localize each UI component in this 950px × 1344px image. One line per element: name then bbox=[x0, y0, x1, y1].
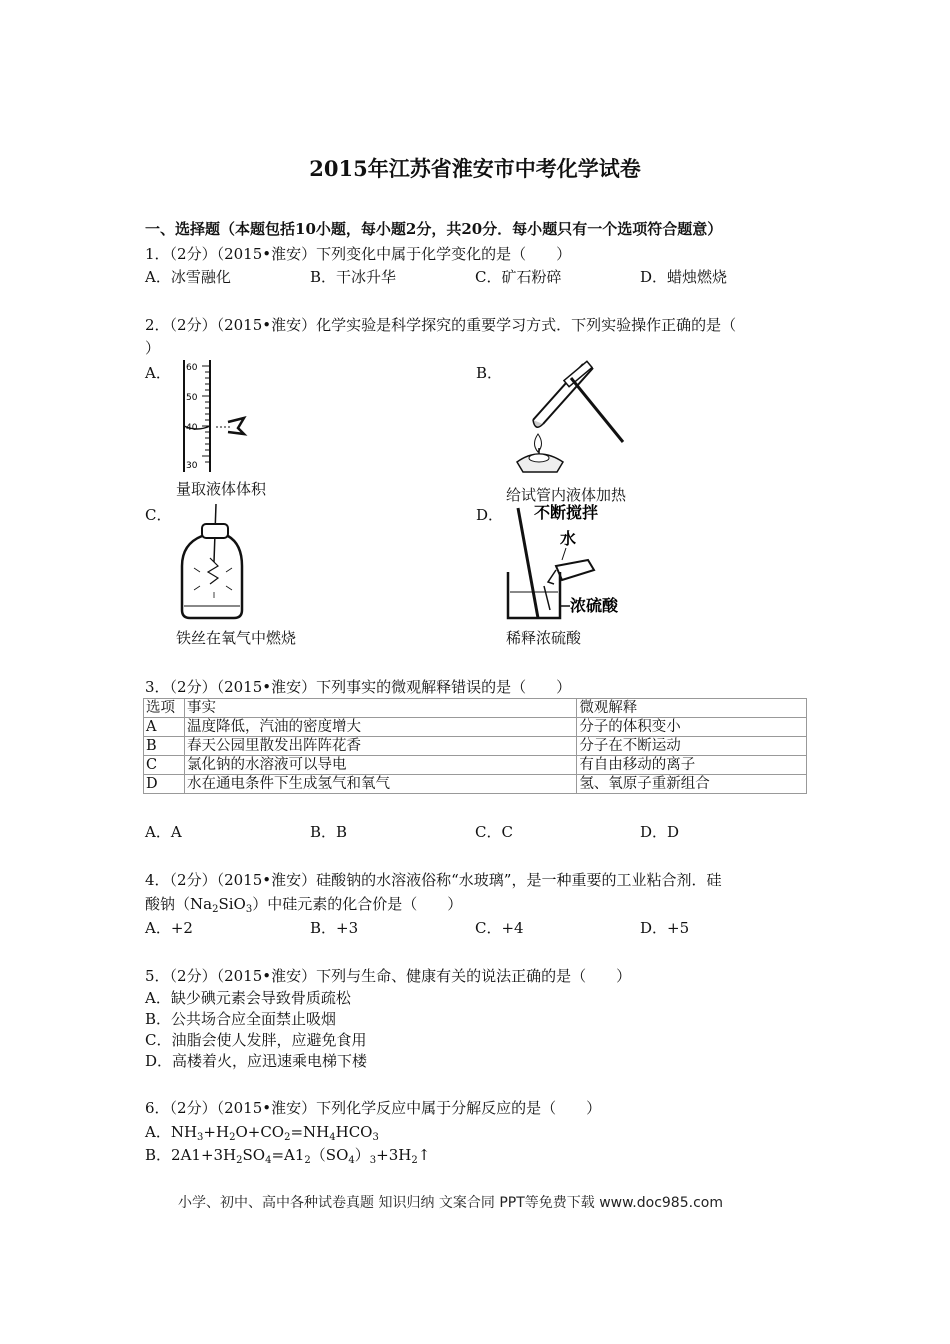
q4-option-a: A．+2 bbox=[145, 919, 193, 937]
q2-caption-c: 铁丝在氧气中燃烧 bbox=[176, 629, 297, 647]
q3-option-c: C．C bbox=[475, 823, 513, 841]
q6-stem: 6．（2分）（2015•淮安）下列化学反应中属于分解反应的是（ ） bbox=[145, 1099, 602, 1117]
q4-stem-line2: 酸钠$(Na_2SiO_3)$中硅元素的化合价是（ ） bbox=[145, 895, 463, 915]
q6-option-b: B．$2A1+3H_2SO_4=A1_2(SO_4)_3+3H_2↑$ bbox=[145, 1146, 431, 1166]
tick-label-40: 40 bbox=[186, 423, 198, 433]
table-cell: A bbox=[144, 718, 185, 737]
q2-caption-d: 稀释浓硫酸 bbox=[506, 629, 582, 647]
q3-option-d: D．D bbox=[640, 823, 680, 841]
acid-label: 浓硫酸 bbox=[570, 596, 619, 615]
table-cell: B bbox=[144, 737, 185, 756]
page-title: 2015年江苏省淮安市中考化学试卷 bbox=[309, 156, 641, 181]
iron-wire-burning-figure bbox=[170, 502, 260, 626]
q5-option-d: D．高楼着火，应迅速乘电梯下楼 bbox=[145, 1052, 368, 1070]
table-cell: 分子的体积变小 bbox=[577, 718, 807, 737]
table-row bbox=[144, 775, 807, 794]
table-cell: 温度降低，汽油的密度增大 bbox=[184, 718, 576, 737]
q2-label-b: B． bbox=[476, 364, 503, 382]
q6-option-a: A．$NH_3+H_2O+CO_2=NH_4HCO_3$ bbox=[145, 1123, 379, 1143]
tick-label-50: 50 bbox=[186, 393, 198, 403]
table-cell: 分子在不断运动 bbox=[577, 737, 807, 756]
table-cell: C bbox=[144, 756, 185, 775]
table-row bbox=[144, 718, 807, 737]
q4-stem-line1: 4．（2分）（2015•淮安）硅酸钠的水溶液俗称“水玻璃”，是一种重要的工业粘合剂．硅 bbox=[145, 871, 722, 889]
q1-option-a: A．冰雪融化 bbox=[145, 268, 231, 286]
table-cell: 氯化钠的水溶液可以导电 bbox=[184, 756, 576, 775]
q4-option-d: D．+5 bbox=[640, 919, 690, 937]
q5-stem: 5．（2分）（2015•淮安）下列与生命、健康有关的说法正确的是（ ） bbox=[145, 967, 632, 985]
table-row bbox=[144, 737, 807, 756]
q1-option-d: D．蜡烛燃烧 bbox=[640, 268, 728, 286]
q2-label-d: D． bbox=[476, 506, 504, 524]
q1-option-c: C．矿石粉碎 bbox=[475, 268, 562, 286]
eye-icon bbox=[228, 418, 244, 434]
table-cell: D bbox=[144, 775, 185, 794]
graduated-cylinder-figure bbox=[170, 358, 260, 476]
table-header-row bbox=[144, 699, 807, 718]
q2-stem-cont: ） bbox=[145, 339, 161, 357]
page-footer: 小学、初中、高中各种试卷真题 知识归纳 文案合同 PPT等免费下载 www.doc985.com bbox=[178, 1195, 723, 1211]
header-cell: 事实 bbox=[184, 699, 576, 718]
header-cell: 微观解释 bbox=[577, 699, 807, 718]
section-heading: 一、选择题（本题包括10小题，每小题2分，共20分．每小题只有一个选项符合题意） bbox=[145, 220, 723, 238]
q5-option-c: C．油脂会使人发胖，应避免食用 bbox=[145, 1031, 367, 1049]
q2-stem: 2．（2分）（2015•淮安）化学实验是科学探究的重要学习方式．下列实验操作正确的是（ bbox=[145, 316, 737, 334]
tick-label-30: 30 bbox=[186, 461, 198, 471]
q2-label-c: C． bbox=[145, 506, 172, 524]
q2-caption-b: 给试管内液体加热 bbox=[506, 486, 627, 504]
q3-option-a: A．A bbox=[145, 823, 182, 841]
tick-label-60: 60 bbox=[186, 363, 198, 373]
dilution-figure bbox=[500, 500, 640, 624]
q2-caption-a: 量取液体体积 bbox=[176, 480, 267, 498]
table-cell: 氢、氧原子重新组合 bbox=[577, 775, 807, 794]
table-row bbox=[144, 756, 807, 775]
q3-stem: 3．（2分）（2015•淮安）下列事实的微观解释错误的是（ ） bbox=[145, 678, 572, 696]
q1-stem: 1．（2分）（2015•淮安）下列变化中属于化学变化的是（ ） bbox=[145, 245, 572, 263]
q3-option-b: B．B bbox=[310, 823, 348, 841]
table-cell: 水在通电条件下生成氢气和氧气 bbox=[184, 775, 576, 794]
test-tube-heating-figure bbox=[505, 358, 640, 486]
water-label: 水 bbox=[560, 529, 577, 548]
q4-option-b: B．+3 bbox=[310, 919, 359, 937]
header-cell: 选项 bbox=[144, 699, 185, 718]
q2-label-a: A． bbox=[145, 364, 171, 382]
q4-option-c: C．+4 bbox=[475, 919, 524, 937]
table-cell: 有自由移动的离子 bbox=[577, 756, 807, 775]
facts-table bbox=[143, 698, 807, 794]
q5-option-a: A．缺少碘元素会导致骨质疏松 bbox=[145, 989, 351, 1007]
table-cell: 春天公园里散发出阵阵花香 bbox=[184, 737, 576, 756]
stir-label: 不断搅拌 bbox=[534, 503, 599, 522]
q1-option-b: B．干冰升华 bbox=[310, 268, 397, 286]
q5-option-b: B．公共场合应全面禁止吸烟 bbox=[145, 1010, 337, 1028]
